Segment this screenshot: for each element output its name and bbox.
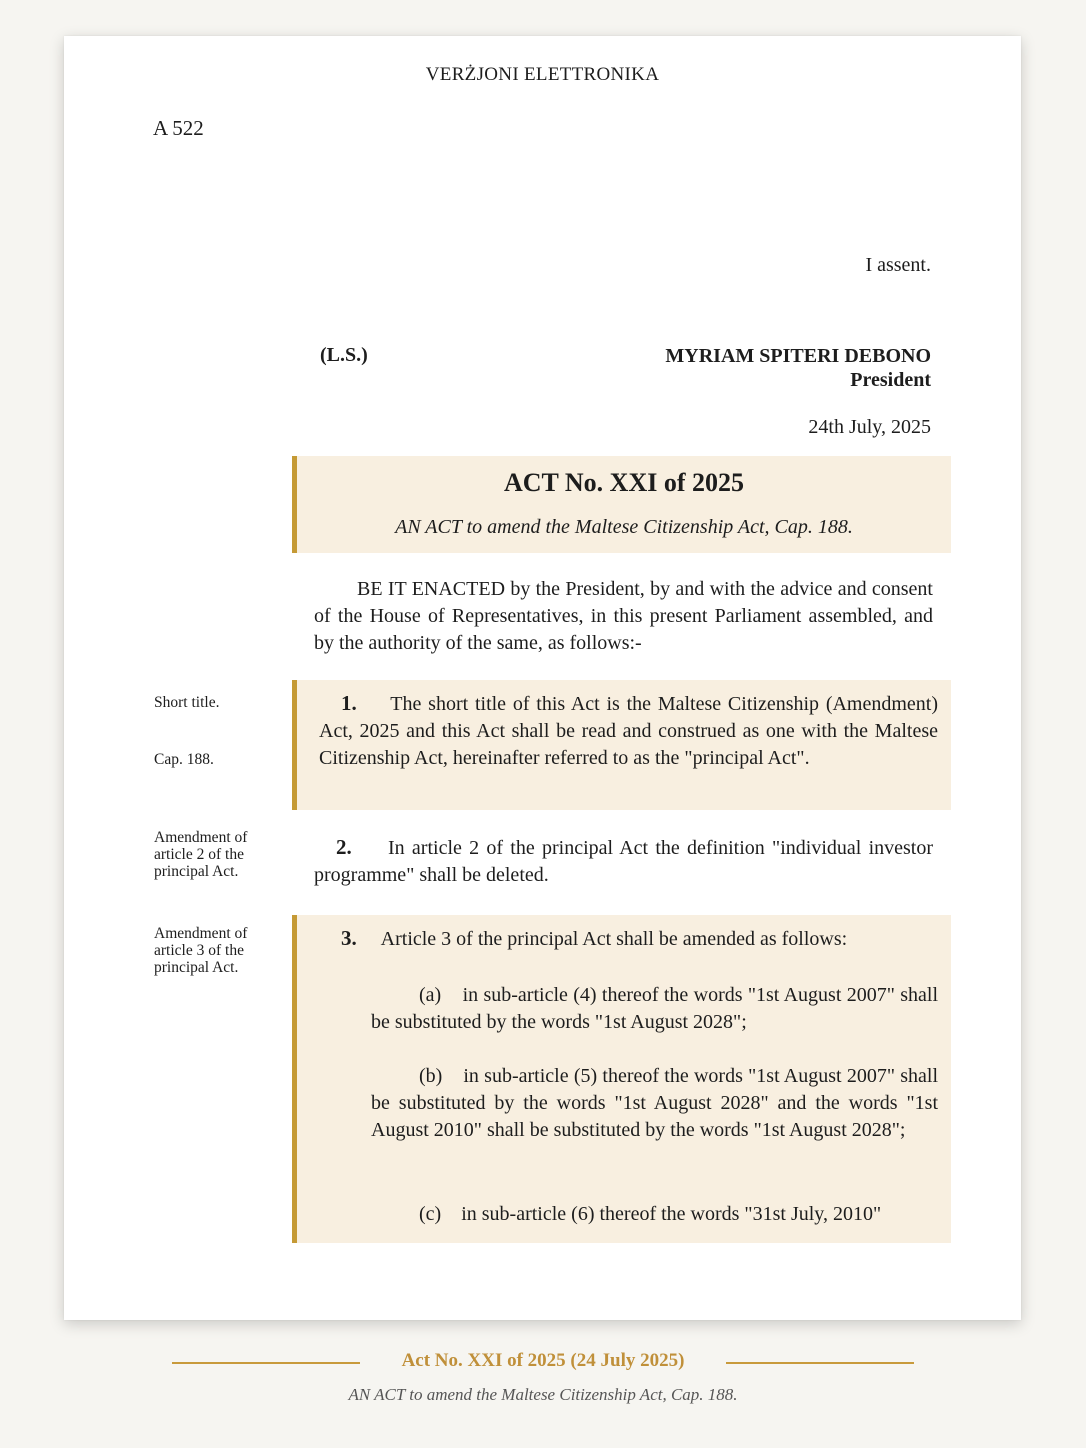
paragraph-text: in sub-article (4) thereof the words "1st August 2007" shall be substituted by the words "1st August 2028"; xyxy=(371,984,939,1033)
act-title: ACT No. XXI of 2025 xyxy=(503,468,745,497)
section-1-box xyxy=(292,680,951,810)
assent-date: 24th July, 2025 xyxy=(808,416,931,438)
footer-title: Act No. XXI of 2025 (24 July 2025) xyxy=(401,1350,685,1371)
section-number: 1. xyxy=(341,691,357,715)
section-3-intro xyxy=(319,925,938,953)
section-number: 3. xyxy=(341,926,357,950)
paragraph-label: (b) xyxy=(419,1065,443,1087)
margin-note-cap: Cap. 188. xyxy=(154,751,214,768)
signatory-block xyxy=(665,344,931,392)
act-subtitle: AN ACT to amend the Maltese Citizenship Act, Cap. 188. xyxy=(395,516,853,538)
assent-text: I assent. xyxy=(865,254,931,276)
paragraph-label: (a) xyxy=(419,984,442,1006)
margin-note-amend-art-3: Amendment of article 3 of the principal Act. xyxy=(154,925,248,976)
section-text: In article 2 of the principal Act the definition "individual investor programme" shall be deleted. xyxy=(314,837,933,886)
section-number: 2. xyxy=(336,835,352,859)
section-3-box xyxy=(292,915,951,1243)
section-text: Article 3 of the principal Act shall be amended as follows: xyxy=(380,928,848,950)
margin-note-amend-art-2: Amendment of article 2 of the principal Act. xyxy=(154,829,248,880)
margin-note-short-title: Short title. xyxy=(154,694,220,711)
page-number: A 522 xyxy=(153,116,204,140)
paragraph-label: (c) xyxy=(419,1203,442,1225)
paragraph-text: in sub-article (5) thereof the words "1st August 2007" shall be substituted by the words "1st August 2028" and the words "1st August 2010" shall be substituted by the words "1st August 2028"; xyxy=(371,1065,939,1141)
signatory-role: President xyxy=(850,369,931,391)
seal-mark: (L.S.) xyxy=(320,344,368,366)
act-title-box xyxy=(292,456,951,553)
section-text: The short title of this Act is the Maltese Citizenship (Amendment) Act, 2025 and this Act shall be read and construed as one with the Maltese Citizenship Act, hereinafter referred to as the "principal Act". xyxy=(319,693,939,769)
footer-subtitle: AN ACT to amend the Maltese Citizenship Act, Cap. 188. xyxy=(348,1385,738,1404)
paragraph-b xyxy=(371,1063,938,1144)
enacting-clause: BE IT ENACTED by the President, by and with the advice and consent of the House of Representatives, in this present Parliament assembled, and by the authority of the same, as follows:- xyxy=(314,578,933,654)
paragraph-c xyxy=(371,1201,938,1228)
section-1-body xyxy=(319,690,938,772)
edition-header: VERŻJONI ELETTRONIKA xyxy=(425,64,660,85)
paragraph-a xyxy=(371,982,938,1036)
signatory-name: MYRIAM SPITERI DEBONO xyxy=(665,345,931,367)
document-page xyxy=(64,36,1021,1320)
paragraph-text: in sub-article (6) thereof the words "31st July, 2010" xyxy=(461,1203,882,1225)
section-2-body xyxy=(314,834,933,889)
